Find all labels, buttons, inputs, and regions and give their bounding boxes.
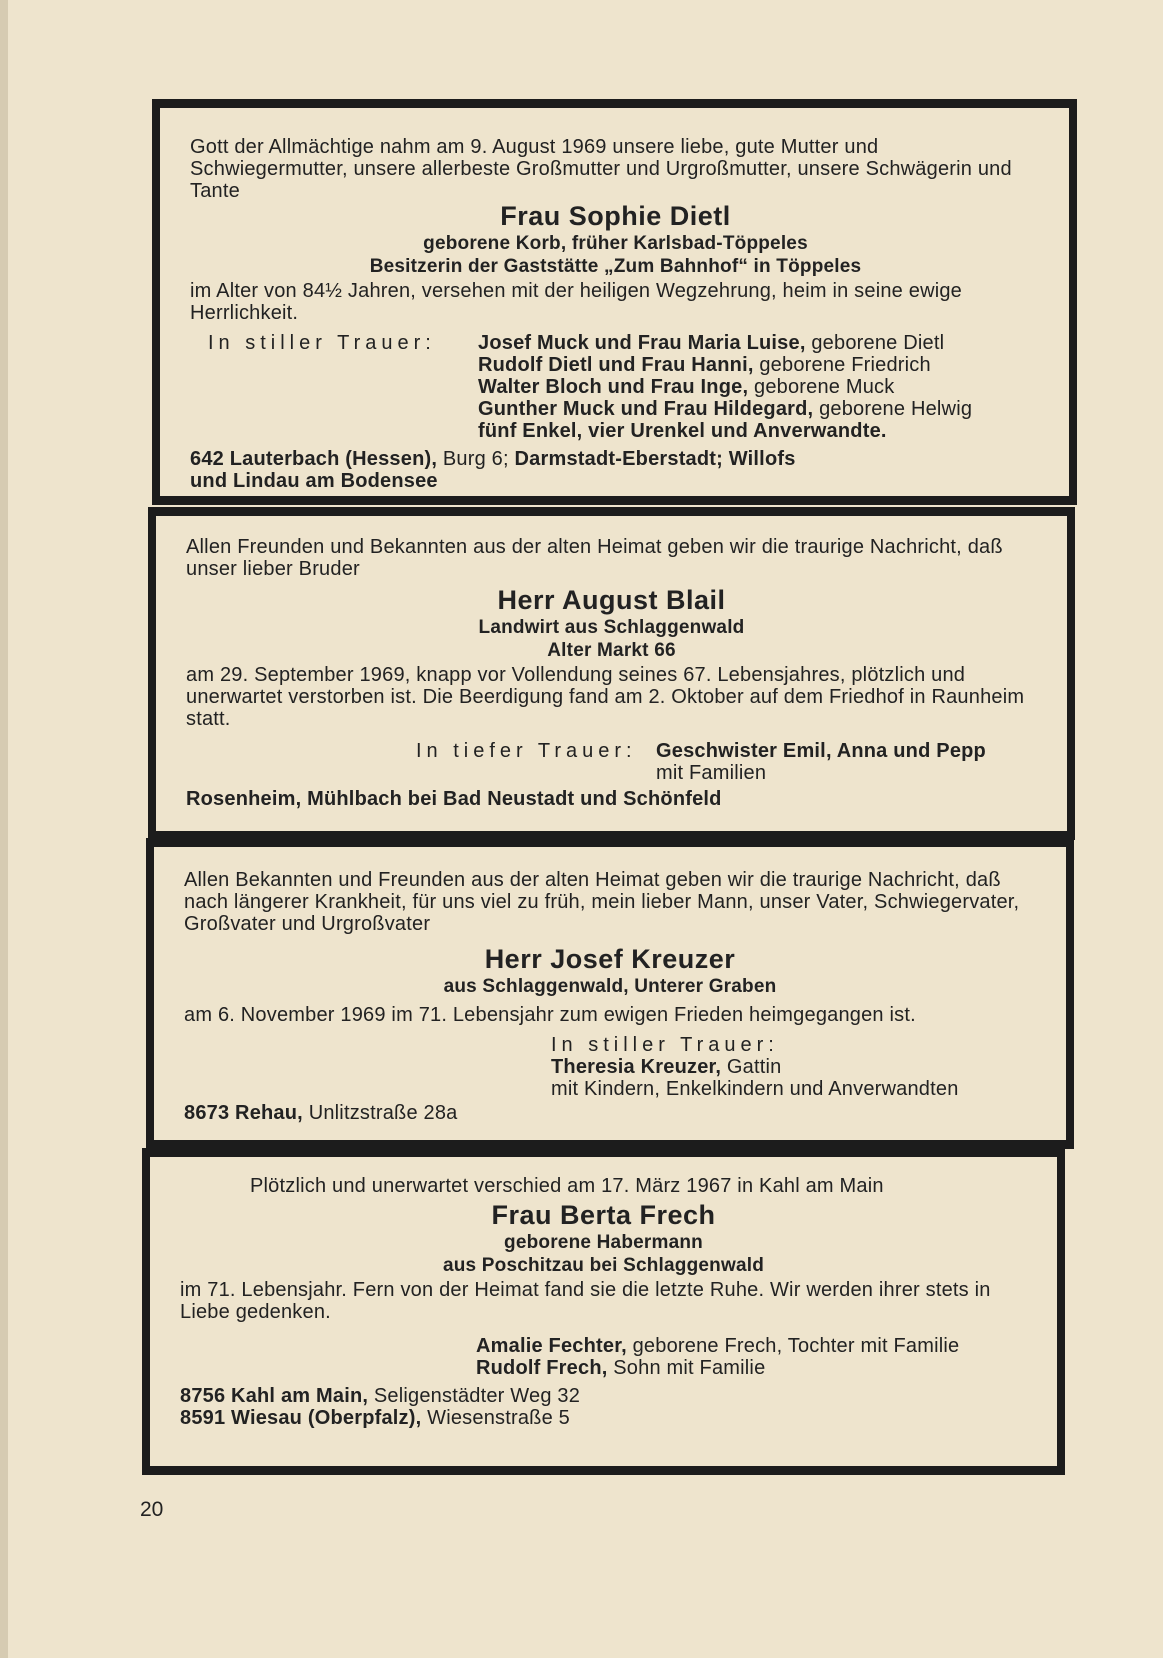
mourning-label: In stiller Trauer: bbox=[551, 1034, 779, 1056]
mourner-line bbox=[551, 1056, 1036, 1078]
mourner-detail: geborene Frech, Tochter mit Familie bbox=[626, 1335, 960, 1357]
notice-body: im 71. Lebensjahr. Fern von der Heimat fand sie die letzte Ruhe. Wir werden ihrer stets in Liebe gedenken. bbox=[180, 1279, 991, 1323]
mourner-name: Walter Bloch und Frau Inge, bbox=[478, 376, 749, 398]
mourner-detail: geborene Helwig bbox=[813, 398, 973, 420]
mourner-line bbox=[478, 398, 1041, 420]
obituary-notice-frech bbox=[142, 1148, 1065, 1475]
mourners-list bbox=[478, 332, 1041, 442]
address-street: Unlitzstraße 28a bbox=[302, 1102, 458, 1124]
page-number: 20 bbox=[140, 1498, 164, 1521]
mourner-name: Gunther Muck und Frau Hildegard, bbox=[478, 398, 814, 420]
mourner-line bbox=[478, 332, 1041, 354]
mourner-name: Amalie Fechter, bbox=[476, 1335, 627, 1357]
mourners-block bbox=[184, 1034, 1036, 1100]
mourner-detail: Gattin bbox=[721, 1056, 782, 1078]
page-edge bbox=[0, 0, 8, 1658]
mourner-name: Josef Muck und Frau Maria Luise, bbox=[478, 332, 806, 354]
address-line bbox=[184, 1102, 1036, 1124]
deceased-name: Herr Josef Kreuzer bbox=[484, 944, 736, 974]
notice-body: im Alter von 84½ Jahren, versehen mit der heiligen Wegzehrung, heim in seine ewige Herrlichkeit. bbox=[190, 280, 963, 324]
deceased-name: Frau Berta Frech bbox=[491, 1200, 716, 1230]
notice-intro: Allen Bekannten und Freunden aus der alten Heimat geben wir die traurige Nachricht, daß nach längerer Krankheit, für uns viel zu früh, mein lieber Mann, unser Vater, Schwiegervater, Großvater und Urgroßvater bbox=[184, 869, 1020, 935]
deceased-address: aus Schlaggenwald, Unterer Graben bbox=[443, 976, 777, 997]
address-block bbox=[180, 1385, 1027, 1429]
deceased-name: Herr August Blail bbox=[497, 585, 726, 615]
mourner-line bbox=[478, 420, 1041, 442]
address-line bbox=[180, 1407, 1027, 1429]
address-city: 8673 Rehau, bbox=[184, 1102, 303, 1124]
mourner-name: Rudolf Frech, bbox=[476, 1357, 608, 1379]
address-line bbox=[190, 448, 1041, 470]
address-street: Seligenstädter Weg 32 bbox=[368, 1385, 581, 1407]
mourners-list bbox=[180, 1335, 1027, 1379]
address-city: 8756 Kahl am Main, bbox=[180, 1385, 369, 1407]
mourner-detail: geborene Muck bbox=[748, 376, 895, 398]
mourning-label: In stiller Trauer: bbox=[208, 332, 436, 354]
notice-body: am 29. September 1969, knapp vor Vollendung seines 67. Lebensjahres, plötzlich und unerwartet verstorben ist. Die Beerdigung fand am 2. Oktober auf dem Friedhof in Raunheim statt. bbox=[186, 664, 1025, 730]
mourners-block bbox=[190, 332, 1041, 442]
mourner-detail: geborene Dietl bbox=[805, 332, 945, 354]
mourner-detail: Sohn mit Familie bbox=[607, 1357, 766, 1379]
deceased-occupation: Landwirt aus Schlaggenwald bbox=[478, 617, 745, 638]
address-city: 642 Lauterbach (Hessen), bbox=[190, 448, 438, 470]
obituary-notice-dietl bbox=[152, 99, 1077, 505]
address-line: und Lindau am Bodensee bbox=[190, 470, 438, 492]
address-city: 8591 Wiesau (Oberpfalz), bbox=[180, 1407, 422, 1429]
deceased-origin: aus Poschitzau bei Schlaggenwald bbox=[442, 1255, 765, 1276]
mourner-line bbox=[478, 376, 1041, 398]
notice-intro: Allen Freunden und Bekannten aus der alten Heimat geben wir die traurige Nachricht, daß unser lieber Bruder bbox=[186, 536, 1003, 580]
deceased-name: Frau Sophie Dietl bbox=[500, 201, 731, 231]
mourner-detail: geborene Friedrich bbox=[753, 354, 931, 376]
obituary-notice-kreuzer bbox=[146, 838, 1074, 1149]
mourner-name: Geschwister Emil, Anna und Pepp bbox=[656, 740, 986, 762]
obituary-notice-blail bbox=[148, 507, 1075, 840]
mourner-detail: mit Familien bbox=[656, 762, 767, 784]
address-line: Rosenheim, Mühlbach bei Bad Neustadt und Schönfeld bbox=[186, 788, 722, 810]
notice-intro: Plötzlich und unerwartet verschied am 17. März 1967 in Kahl am Main bbox=[250, 1175, 884, 1197]
deceased-maiden-name: geborene Habermann bbox=[504, 1232, 703, 1253]
deceased-origin: geborene Korb, früher Karlsbad-Töppeles bbox=[423, 233, 808, 254]
mourners-list bbox=[656, 740, 1037, 784]
mourning-label: In tiefer Trauer: bbox=[416, 740, 637, 762]
address-cities: Darmstadt-Eberstadt; Willofs bbox=[514, 448, 796, 470]
mourner-line bbox=[476, 1335, 1027, 1357]
mourner-name: Rudolf Dietl und Frau Hanni, bbox=[478, 354, 754, 376]
address-line bbox=[180, 1385, 1027, 1407]
mourner-family: mit Kindern, Enkelkindern und Anverwandten bbox=[551, 1078, 959, 1100]
mourner-line bbox=[476, 1357, 1027, 1379]
address-street: Burg 6; bbox=[437, 448, 515, 470]
mourner-name: fünf Enkel, vier Urenkel und Anverwandte. bbox=[478, 420, 887, 442]
deceased-occupation: Besitzerin der Gaststätte „Zum Bahnhof“ in Töppeles bbox=[369, 256, 862, 277]
mourner-line bbox=[478, 354, 1041, 376]
notice-intro: Gott der Allmächtige nahm am 9. August 1969 unsere liebe, gute Mutter und Schwiegermutter, unsere allerbeste Großmutter und Urgroßmutter, unsere Schwägerin und Tante bbox=[190, 136, 1012, 202]
mourner-name: Theresia Kreuzer, bbox=[551, 1056, 722, 1078]
deceased-address: Alter Markt 66 bbox=[547, 640, 676, 661]
address-street: Wiesenstraße 5 bbox=[421, 1407, 570, 1429]
mourners-block bbox=[186, 740, 1037, 784]
notice-body: am 6. November 1969 im 71. Lebensjahr zum ewigen Frieden heimgegangen ist. bbox=[184, 1004, 916, 1026]
